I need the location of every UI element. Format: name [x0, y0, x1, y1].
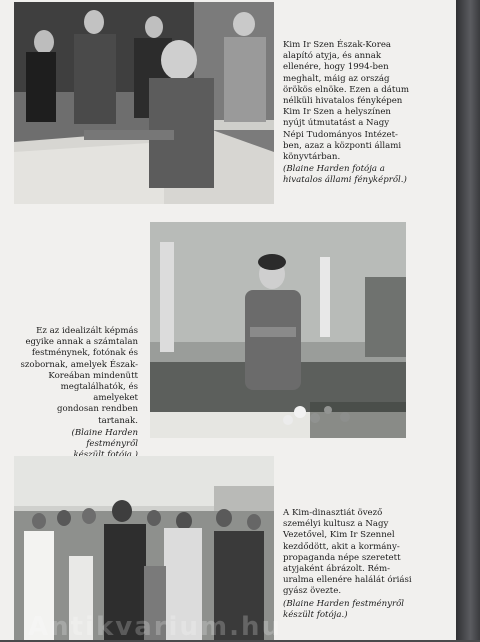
caption-photo3 — [283, 508, 435, 621]
caption-line: A Kim-dinasztiát övező — [283, 508, 383, 518]
caption-line: örökös elnöke. Ezen a dátum — [283, 84, 410, 95]
caption-line: propaganda népe szeretett — [283, 552, 401, 563]
caption-credit: (Blaine Harden festményről — [283, 598, 405, 609]
caption-line: személyi kultusz a Nagy — [283, 519, 389, 530]
caption-line: alapító atyja, és annak — [283, 51, 382, 62]
caption-photo1 — [283, 40, 435, 187]
caption-line: Ez az idealizált képmás — [36, 326, 138, 336]
caption-line: szobornak, amelyek Észak- — [20, 359, 138, 370]
photo-portrait-painting — [150, 222, 406, 438]
caption-line: atyjaként ábrázolt. Rém- — [283, 564, 391, 575]
caption-line: nyújt útmutatást a Nagy — [283, 118, 390, 129]
caption-line: egyike annak a számtalan — [25, 337, 138, 348]
caption-credit: készült fotója.) — [283, 609, 348, 620]
caption-line: Kim Ir Szen a helyszínen — [283, 107, 391, 118]
caption-line: meghalt, máig az ország — [283, 73, 390, 84]
caption-line: ben, azaz a központi állami — [283, 140, 402, 151]
caption-line: festménynek, fotónak és — [31, 348, 138, 359]
caption-line: ellenére, hogy 1994-ben — [283, 62, 389, 73]
caption-line: könyvtárban. — [283, 152, 341, 163]
caption-credit: (Blaine Harden festményről — [71, 427, 138, 450]
caption-line: kezdődött, akit a kormány- — [283, 541, 400, 552]
caption-line: Népi Tudományos Intézet- — [283, 129, 398, 140]
caption-line: gondosan rendben tartanak. — [56, 404, 138, 426]
caption-line: nélküli hivatalos fényképen — [283, 96, 403, 107]
caption-line: gyász övezte. — [283, 586, 342, 597]
caption-photo2 — [20, 326, 138, 461]
caption-credit: hivatalos állami fényképről.) — [283, 175, 407, 186]
caption-line: Koreában mindenütt — [48, 370, 138, 381]
watermark: Antikvarium.hu — [28, 612, 282, 642]
page-edge-shadow — [456, 0, 480, 640]
photo-library-visit — [14, 2, 274, 204]
caption-line: Kim Ir Szen Észak-Korea — [283, 40, 392, 50]
caption-line: megtalálhatók, és amelyeket — [60, 382, 138, 404]
caption-line: uralma ellenére halálát óriási — [283, 575, 412, 586]
caption-line: Vezetővel, Kim Ir Szennel — [283, 530, 395, 541]
caption-credit: (Blaine Harden fotója a — [283, 164, 385, 175]
